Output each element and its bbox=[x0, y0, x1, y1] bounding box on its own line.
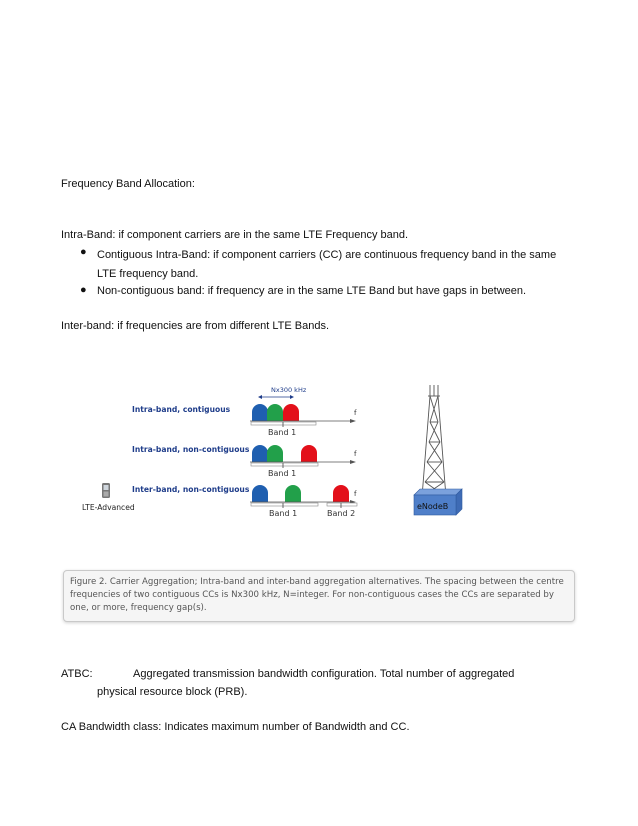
atbc-continuation: physical resource block (PRB). bbox=[97, 686, 248, 698]
band-1-bar bbox=[251, 503, 318, 506]
frequency-axis-arrow bbox=[350, 460, 356, 464]
spacing-label: Nx300 kHz bbox=[271, 386, 307, 394]
figure-caption: Figure 2. Carrier Aggregation; Intra-band and inter-band aggregation alternatives. The spacing between the centre frequencies of two contiguous CCs is Nx300 kHz, N=integer. For non-contiguous cases the CCs are separated by one, or more, frequency gap(s). bbox=[70, 577, 564, 613]
intra-band-definition: Intra-Band: if component carriers are in the same LTE Frequency band. bbox=[61, 229, 409, 241]
device-label: LTE-Advanced bbox=[82, 503, 135, 512]
figure-caption-box bbox=[63, 570, 575, 622]
carrier-green bbox=[267, 404, 283, 421]
mobile-phone-icon bbox=[102, 483, 110, 498]
band-1-bar bbox=[251, 463, 318, 466]
band-2-bar bbox=[327, 503, 357, 506]
band-1-bar bbox=[251, 422, 316, 425]
frequency-symbol: f bbox=[354, 490, 357, 498]
frequency-symbol: f bbox=[354, 409, 357, 417]
frequency-symbol: f bbox=[354, 450, 357, 458]
carrier-blue bbox=[252, 485, 268, 502]
carrier-green bbox=[285, 485, 301, 502]
carrier-red bbox=[283, 404, 299, 421]
carrier-red bbox=[301, 445, 317, 462]
cell-tower-icon bbox=[422, 385, 446, 497]
frequency-axis-arrow bbox=[350, 419, 356, 423]
row-label-intra-non-contiguous: Intra-band, non-contiguous bbox=[132, 445, 250, 454]
enodeb-label: eNodeB bbox=[417, 502, 449, 511]
spacing-arrow-head-right bbox=[290, 395, 294, 399]
carrier-blue bbox=[252, 404, 268, 421]
bullet-non-contiguous-band: Non-contiguous band: if frequency are in the same LTE Band but have gaps in between. bbox=[97, 285, 527, 297]
carrier-red bbox=[333, 485, 349, 502]
band-2-label: Band 2 bbox=[327, 509, 356, 518]
row-label-intra-contiguous: Intra-band, contiguous bbox=[132, 405, 231, 414]
inter-band-definition: Inter-band: if frequencies are from different LTE Bands. bbox=[61, 320, 330, 332]
bullet-dot: ● bbox=[80, 284, 87, 296]
band-1-label: Band 1 bbox=[269, 509, 298, 518]
ca-bandwidth-class-definition: CA Bandwidth class: Indicates maximum number of Bandwidth and CC. bbox=[61, 721, 410, 733]
atbc-definition: Aggregated transmission bandwidth configuration. Total number of aggregated bbox=[133, 668, 515, 680]
bullet-dot: ● bbox=[80, 246, 87, 258]
spacing-arrow-head-left bbox=[258, 395, 262, 399]
carrier-green bbox=[267, 445, 283, 462]
band-1-label: Band 1 bbox=[268, 428, 297, 437]
atbc-term: ATBC: bbox=[61, 668, 93, 680]
carrier-blue bbox=[252, 445, 268, 462]
band-1-label: Band 1 bbox=[268, 469, 297, 478]
section-heading: Frequency Band Allocation: bbox=[61, 178, 195, 190]
row-label-inter-non-contiguous: Inter-band, non-contiguous bbox=[132, 485, 250, 494]
carrier-aggregation-figure bbox=[80, 382, 480, 532]
bullet-contiguous-intra-band: Contiguous Intra-Band: if component carriers (CC) are continuous frequency band in the same LTE frequency band. bbox=[97, 249, 557, 280]
